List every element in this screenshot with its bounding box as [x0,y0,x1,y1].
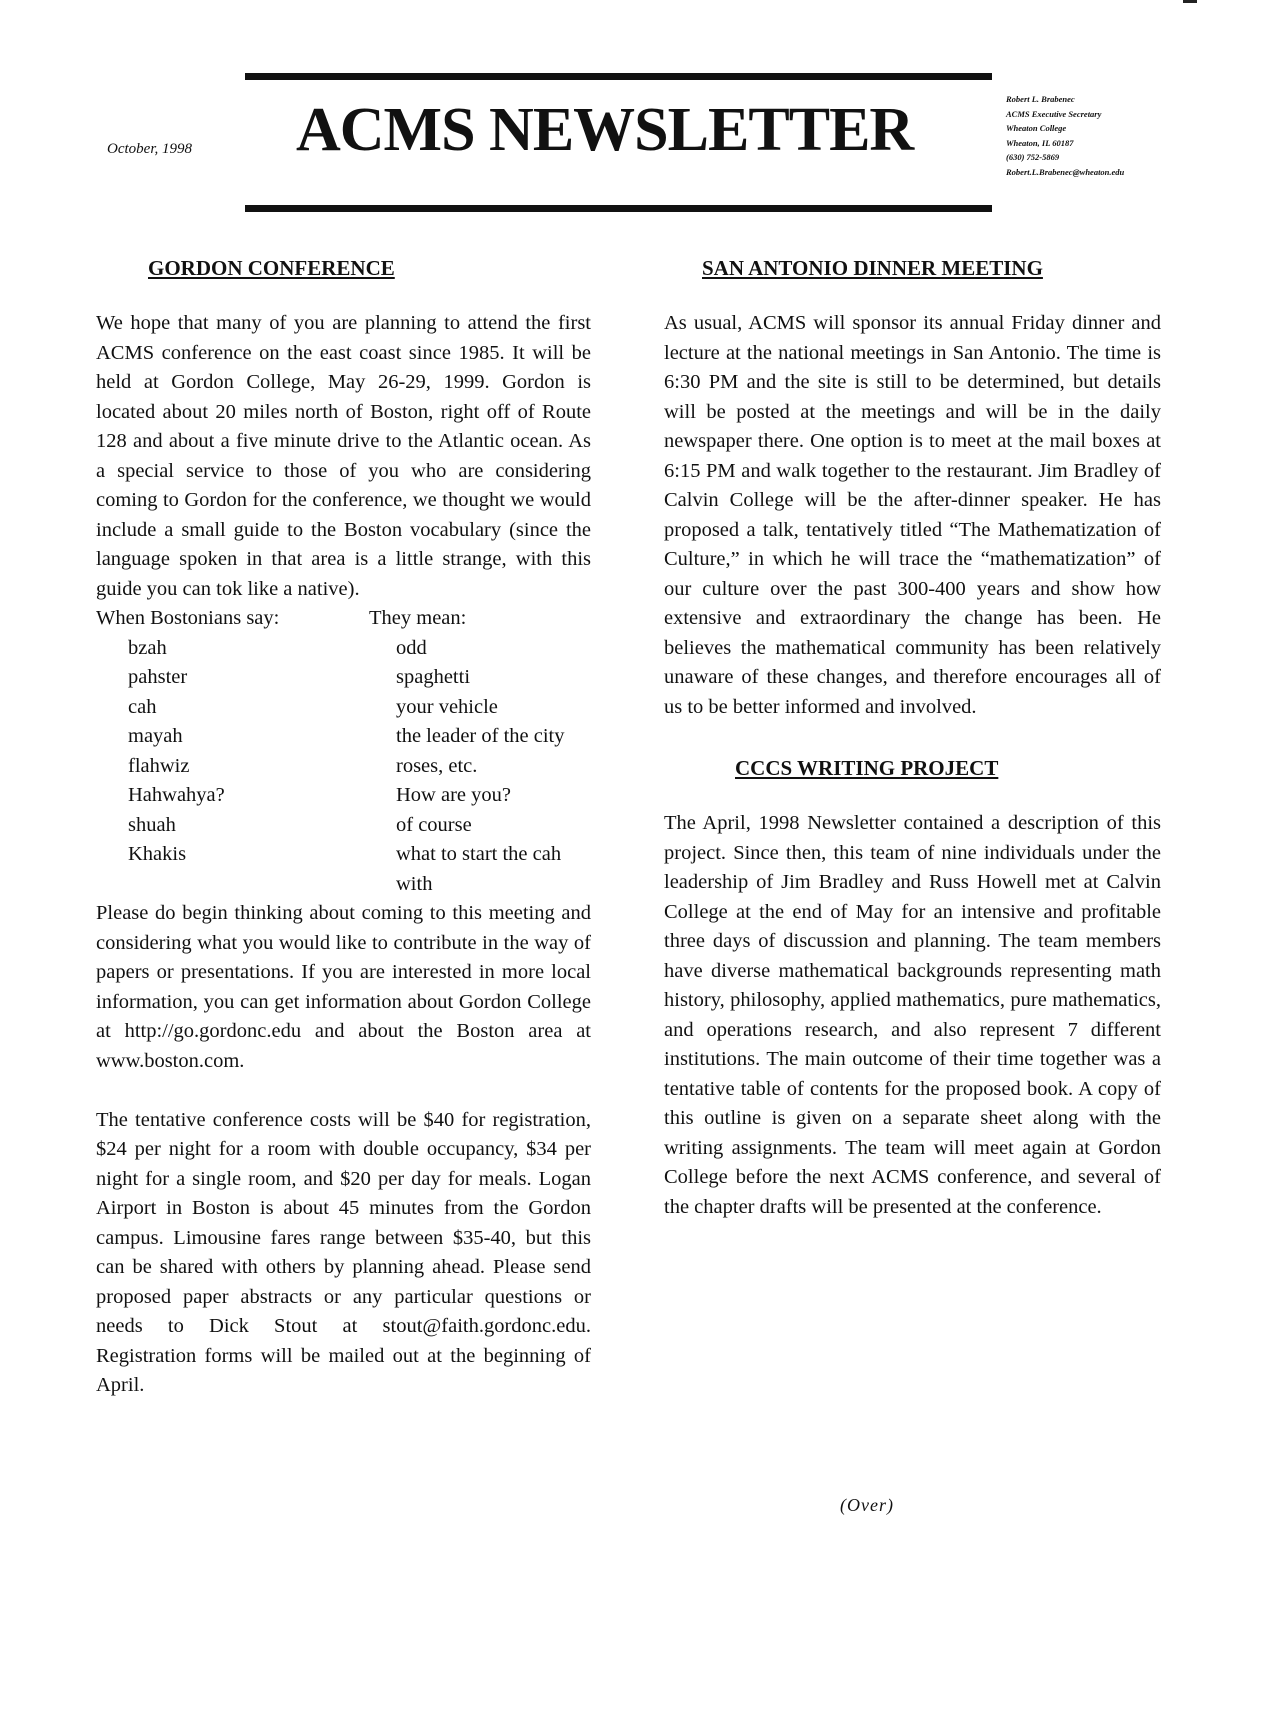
san-antonio-section [664,254,1161,722]
vocab-say: flahwiz [128,754,190,777]
vocab-row-continuation [96,870,591,900]
issue-date: October, 1998 [107,141,192,157]
vocab-say: shuah [128,813,176,836]
vocab-header-row [96,604,591,634]
section-heading: SAN ANTONIO DINNER MEETING [702,256,1043,280]
gordon-costs-paragraph: The tentative conference costs will be $40 for registration, $24 per night for a room with double occupancy, $34 per night for a single room, and $20 per day for meals. Logan Airport in Boston is about 45 minutes from the Gordon campus. Limousine fares range between $35-40, but this can be shared with others by planning ahead. Please send proposed paper abstracts or any particular questions or needs to Dick Stout at stout@faith.gordonc.edu. Registration forms will be mailed out at the beginning of April. [96,1108,591,1396]
vocab-mean: spaghetti [396,666,471,688]
contact-name: Robert L. Brabenec [1006,94,1075,104]
contact-city: Wheaton, IL 60187 [1006,137,1074,148]
vocab-row [96,840,591,870]
boston-vocabulary-table [96,604,591,899]
vocab-row [96,752,591,782]
vocab-row [96,811,591,841]
vocab-say: mayah [128,725,183,747]
masthead-top-rule [245,73,992,80]
cccs-paragraph: The April, 1998 Newsletter contained a description of this project. Since then, this team of nine individuals under the leadership of Jim Bradley and Russ Howell met at Calvin College at the end of May for an intensive and profitable three days of discussion and planning. The team members have diverse mathematical backgrounds representing math history, philosophy, applied mathematics, pure mathematics, and operations research, and also represent 7 different institutions. The main outcome of their time together was a tentative table of contents for the proposed book. A copy of this outline is given on a separate sheet along with the writing assignments. The team will meet again at Gordon College before the next ACMS conference, and several of the chapter drafts will be presented at the conference. [664,812,1161,1218]
vocab-row [96,781,591,811]
vocab-mean: of course [396,813,472,836]
vocab-say: cah [128,695,157,718]
gordon-conference-section [96,254,591,1401]
vocab-mean: your vehicle [396,695,498,718]
vocab-row [96,663,591,693]
contact-role: ACMS Executive Secretary [1006,108,1102,119]
vocab-say: Khakis [128,843,187,865]
vocab-mean: what to start the cah [396,843,562,865]
vocab-say: Hahwahya? [128,784,225,806]
vocab-mean-continued: with [396,872,433,895]
vocab-mean: odd [396,636,427,659]
contact-phone: (630) 752-5869 [1006,152,1060,162]
section-heading: CCCS WRITING PROJECT [735,756,999,780]
contact-email[interactable]: Robert.L.Brabenec@wheaton.edu [1006,166,1125,177]
vocab-mean: the leader of the city [396,725,565,747]
vocab-row [96,722,591,752]
right-column [664,254,1161,1222]
over-page-note: (Over) [840,1495,894,1515]
section-heading: GORDON CONFERENCE [148,256,395,280]
gordon-intro-paragraph: We hope that many of you are planning to attend the first ACMS conference on the east coast since 1985. It will be held at Gordon College, May 26-29, 1999. Gordon is located about 20 miles north of Boston, right off of Route 128 and about a five minute drive to the Atlantic ocean. As a special service to those of you who are considering coming to Gordon for the conference, we thought we would include a small guide to the Boston vocabulary (since the language spoken in that area is a little strange, with this guide you can tok like a native). [96,312,591,600]
vocab-row [96,693,591,723]
vocab-header-mean: They mean: [369,607,467,629]
san-antonio-paragraph: As usual, ACMS will sponsor its annual Friday dinner and lecture at the national meetings in San Antonio. The time is 6:30 PM and the site is still to be determined, but details will be posted at the meetings and will be in the daily newspaper there. One option is to meet at the mail boxes at 6:15 PM and walk together to the restaurant. Jim Bradley of Calvin College will be the after-dinner speaker. He has proposed a talk, tentatively titled “The Mathematization of Culture,” in which he will trace the “mathematization” of our culture over the past 300-400 years and show how extensive and extraordinary the change has been. He believes the mathematical community has been relatively unaware of these changes, and therefore encourages all of us to be better informed and involved. [664,312,1161,718]
contact-institution: Wheaton College [1006,123,1067,133]
newsletter-title: ACMS NEWSLETTER [296,96,914,164]
vocab-row [96,634,591,664]
vocab-header-say: When Bostonians say: [96,607,280,629]
gordon-info-paragraph: Please do begin thinking about coming to this meeting and considering what you would like to contribute in the way of papers or presentations. If you are interested in more local information, you can get information about Gordon College at http://go.gordonc.edu and about the Boston area at www.boston.com. [96,902,591,1072]
masthead-bottom-rule [245,205,992,212]
contact-block [1006,92,1124,179]
page-edge-mark [1183,0,1197,3]
vocab-mean: roses, etc. [396,754,478,777]
vocab-mean: How are you? [396,784,511,806]
cccs-writing-project-section [664,754,1161,1222]
vocab-say: pahster [128,666,188,688]
vocab-say: bzah [128,636,167,659]
